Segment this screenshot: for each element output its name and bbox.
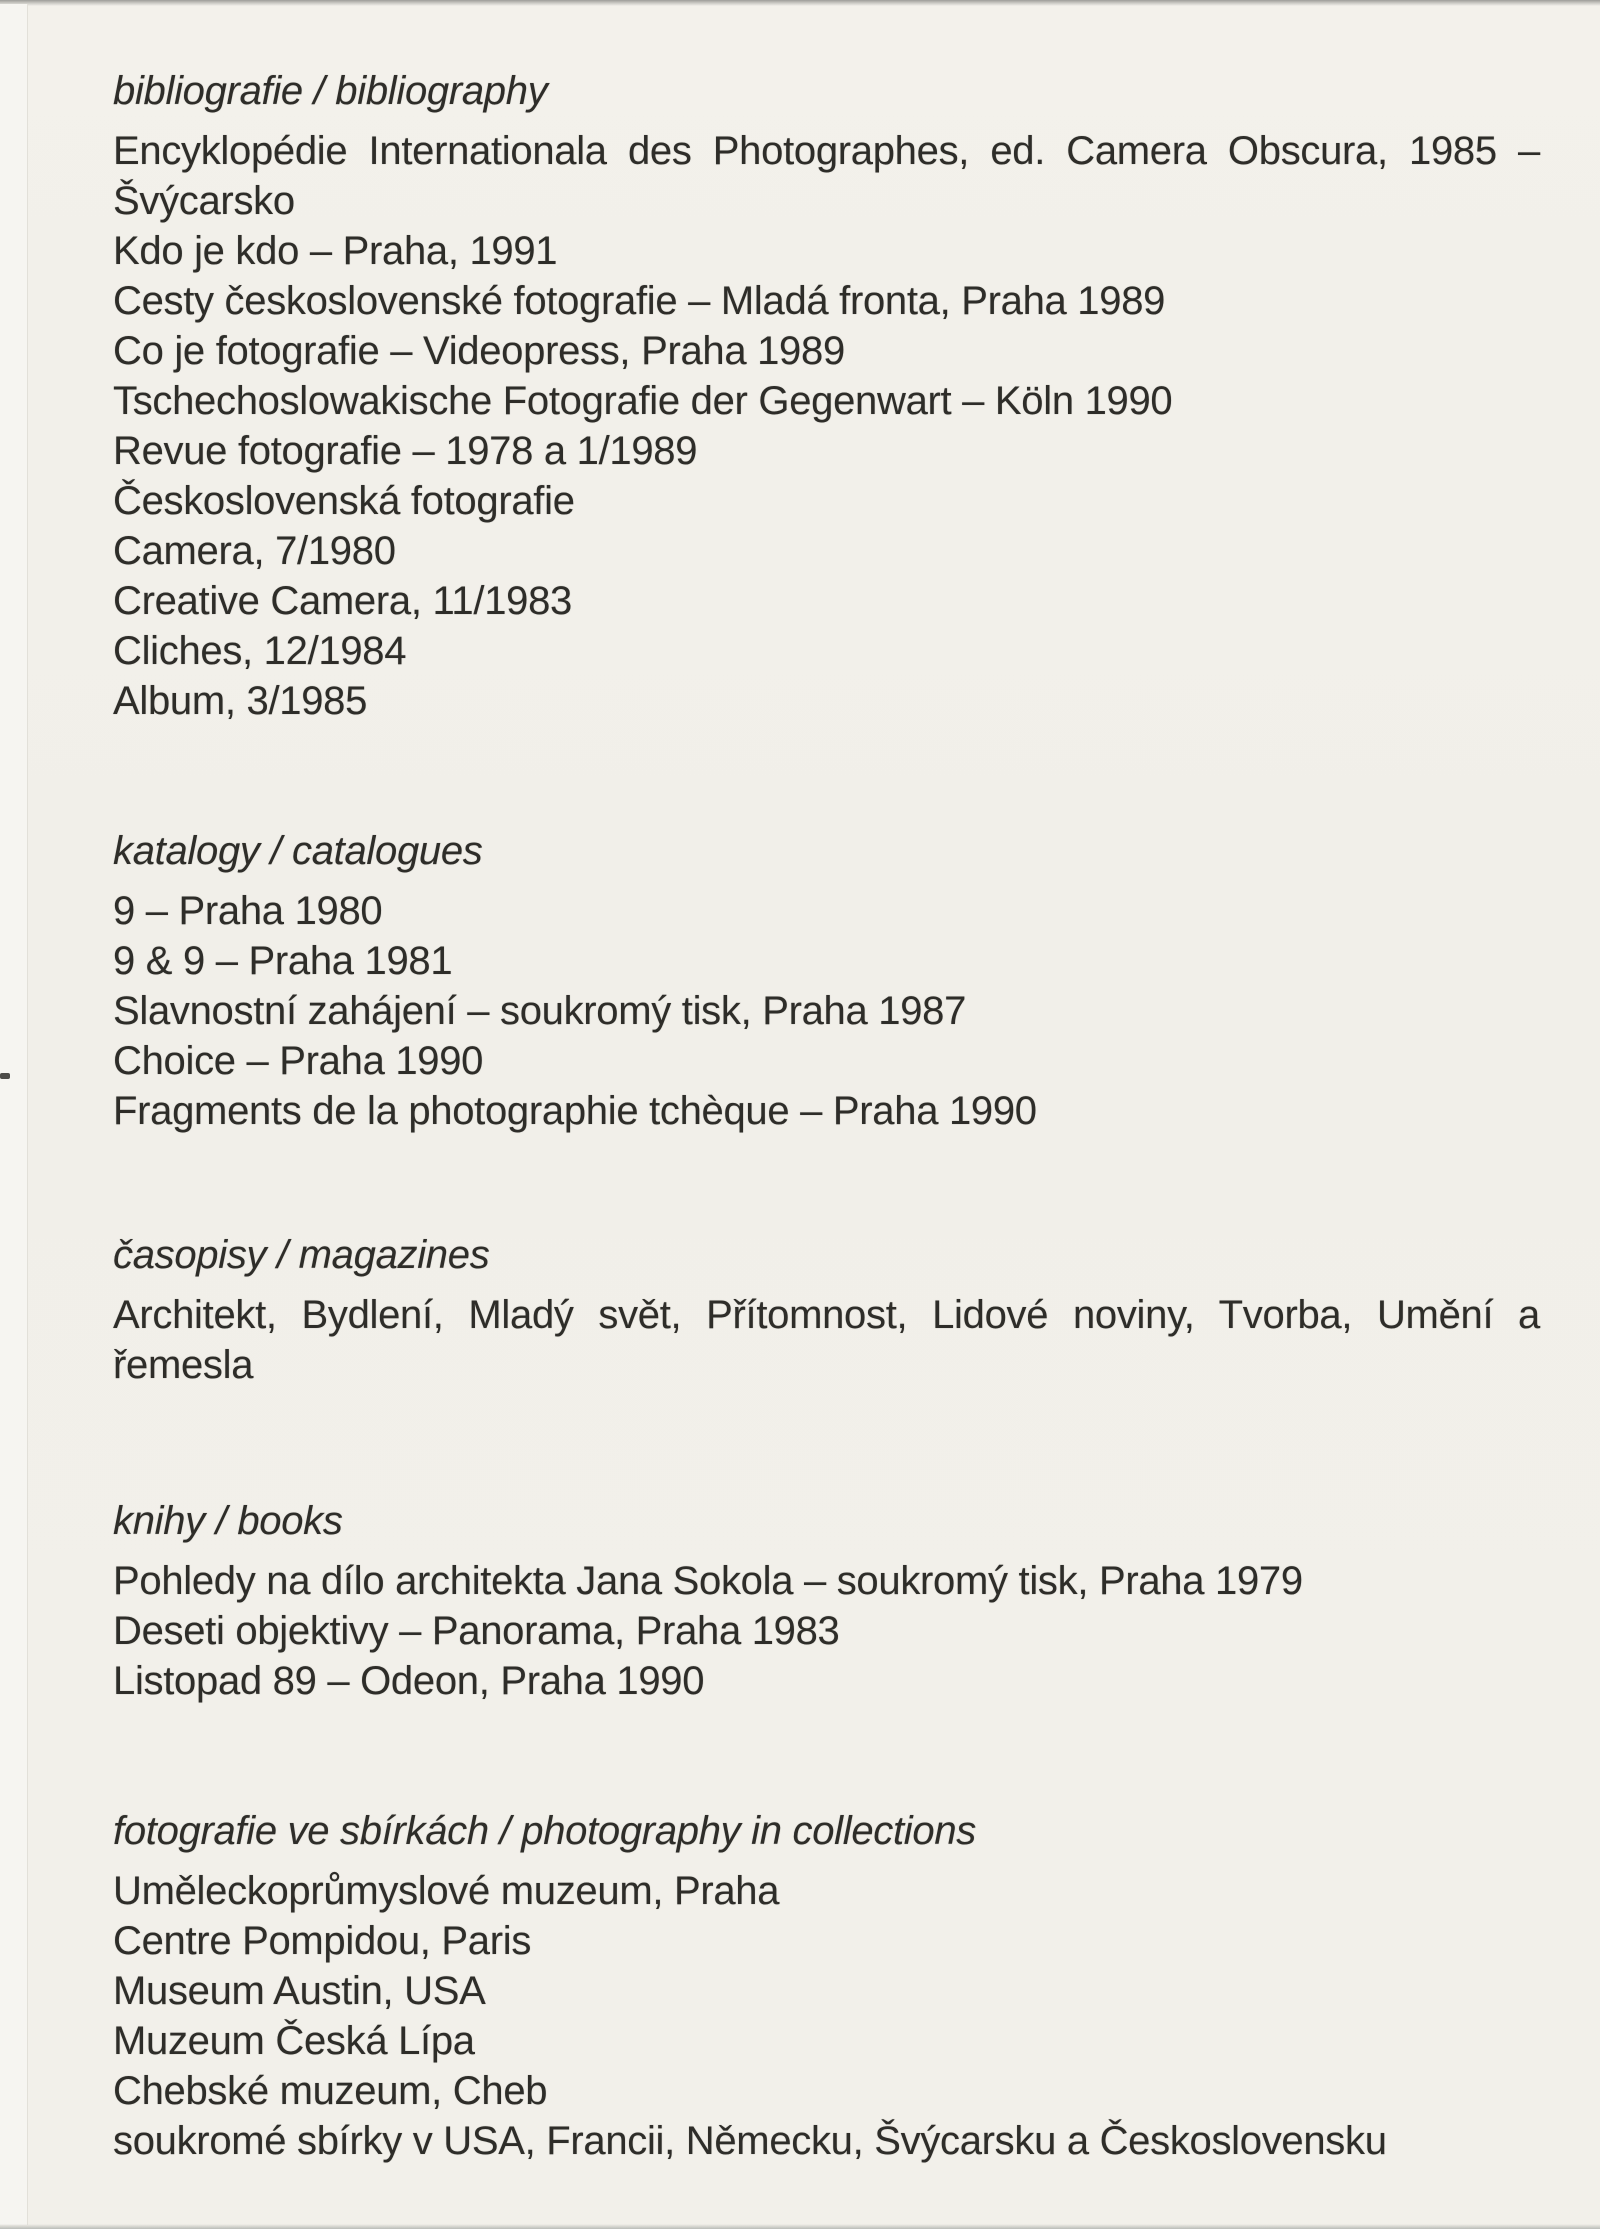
entry-line: Co je fotografie – Videopress, Praha 1989: [113, 329, 845, 373]
entry-line: Chebské muzeum, Cheb: [113, 2069, 548, 2113]
section-collections: [113, 1806, 1540, 2166]
section-bibliography: [113, 66, 1540, 726]
scan-edge-left: [0, 4, 28, 2225]
entry-line: Cliches, 12/1984: [113, 629, 407, 673]
section-heading-bibliography: bibliografie / bibliography: [113, 69, 548, 113]
entry-line: Pohledy na dílo architekta Jana Sokola – soukromý tisk, Praha 1979: [113, 1559, 1303, 1603]
section-heading-catalogues: katalogy / catalogues: [113, 829, 483, 873]
entry-line: Muzeum Česká Lípa: [113, 2019, 475, 2063]
entry-line: Album, 3/1985: [113, 679, 368, 723]
section-books: [113, 1496, 1540, 1706]
entry-line: Revue fotografie – 1978 a 1/1989: [113, 429, 698, 473]
entry-line: soukromé sbírky v USA, Francii, Německu, Švýcarsku a Československu: [113, 2119, 1387, 2163]
section-heading-collections: fotografie ve sbírkách / photography in collections: [113, 1809, 976, 1853]
entry-line: Uměleckoprůmyslové muzeum, Praha: [113, 1869, 780, 1913]
entry-line: Camera, 7/1980: [113, 529, 396, 573]
entry-line: Centre Pompidou, Paris: [113, 1919, 532, 1963]
entry-line: Fragments de la photographie tchèque – Praha 1990: [113, 1089, 1037, 1133]
entry-line: Listopad 89 – Odeon, Praha 1990: [113, 1659, 705, 1703]
entry-line: Museum Austin, USA: [113, 1969, 486, 2013]
section-heading-books: knihy / books: [113, 1499, 343, 1543]
scan-edge-bottom: [0, 2224, 1600, 2229]
entry-line: Slavnostní zahájení – soukromý tisk, Praha 1987: [113, 989, 967, 1033]
entry-line: Encyklopédie Internationala des Photographes, ed. Camera Obscura, 1985 –: [113, 129, 1540, 173]
section-magazines: [113, 1230, 1540, 1390]
scan-edge-top: [0, 0, 1600, 6]
entry-line: Československá fotografie: [113, 479, 575, 523]
entry-line: Architekt, Bydlení, Mladý svět, Přítomnost, Lidové noviny, Tvorba, Umění a: [113, 1293, 1540, 1337]
entry-line: Cesty československé fotografie – Mladá fronta, Praha 1989: [113, 279, 1166, 323]
entry-line: Deseti objektivy – Panorama, Praha 1983: [113, 1609, 840, 1653]
entry-line: Švýcarsko: [113, 179, 295, 223]
entry-line: Kdo je kdo – Praha, 1991: [113, 229, 558, 273]
entry-line: 9 – Praha 1980: [113, 889, 383, 933]
entry-line: Creative Camera, 11/1983: [113, 579, 572, 623]
entry-line: Tschechoslowakische Fotografie der Gegenwart – Köln 1990: [113, 379, 1173, 423]
scan-artifact-dash: [0, 1073, 10, 1079]
section-catalogues: [113, 826, 1540, 1136]
section-heading-magazines: časopisy / magazines: [113, 1233, 490, 1277]
entry-line: řemesla: [113, 1343, 254, 1387]
entry-line: 9 & 9 – Praha 1981: [113, 939, 453, 983]
entry-line: Choice – Praha 1990: [113, 1039, 484, 1083]
